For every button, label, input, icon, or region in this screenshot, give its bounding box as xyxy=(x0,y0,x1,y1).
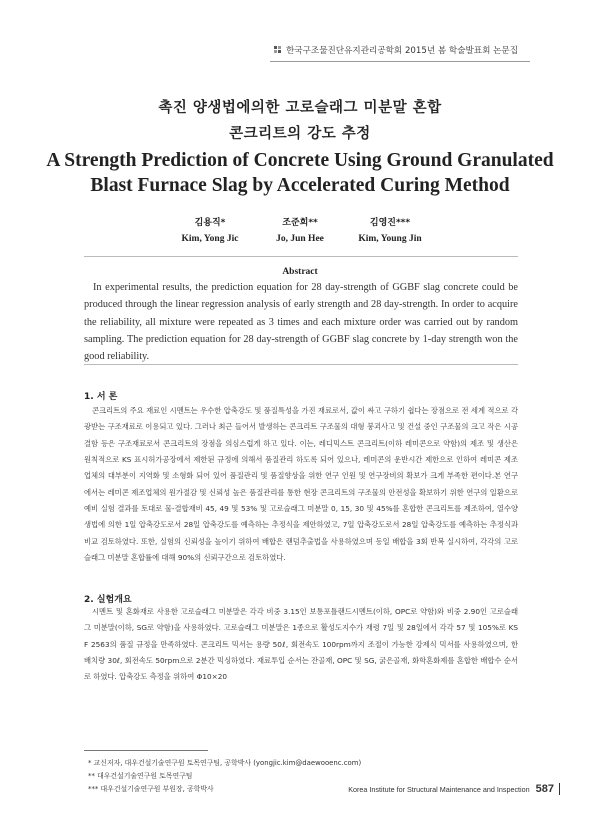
page-footer xyxy=(330,783,560,795)
journal-logo-icon xyxy=(274,46,283,55)
author-1-korean: 김용직* xyxy=(194,218,226,228)
abstract-divider xyxy=(84,364,518,365)
author-3-english: Kim, Young Jin xyxy=(358,234,422,244)
author-3-korean: 김영진*** xyxy=(369,218,411,228)
title-korean-line1: 촉진 양생법에의한 고로슬래그 미분말 혼합 xyxy=(158,100,442,116)
title-english-line2: Blast Furnace Slag by Accelerated Curing Method xyxy=(90,175,510,196)
title-english-line1: A Strength Prediction of Concrete Using Ground Granulated xyxy=(46,150,554,171)
title-korean-line2: 콘크리트의 강도 추정 xyxy=(229,126,371,142)
footnote-2: ** 대우건설기술연구원 토목연구팀 xyxy=(88,771,193,780)
footnote-3: *** 대우건설기술연구원 부원장, 공학박사 xyxy=(88,784,214,793)
footnote-divider xyxy=(84,750,208,751)
footer-institute: Korea Institute for Structural Maintenance and Inspection xyxy=(348,784,530,794)
author-2-korean: 조준희** xyxy=(282,218,318,228)
author-3 xyxy=(330,215,450,244)
abstract-text: In experimental results, the prediction equation for 28 day-strength of GGBF slag concrete could be produced through the linear regression analysis of early strength and 28 day-strength. In order to acquire the reliability, all mixture were repeated as 3 times and each mixture order was carried out by random sampling. The prediction equation for 28 day-strength of GGBF slag concrete by 1-day strength won the good reliability. xyxy=(84,282,518,363)
section-2-heading: 2. 실험개요 xyxy=(84,595,132,605)
footnote-1: * 교신저자, 대우건설기술연구원 토목연구팀, 공학박사 (yongjic.kim@daewooenc.com) xyxy=(88,759,362,767)
author-2-english: Jo, Jun Hee xyxy=(276,234,324,244)
header-divider xyxy=(270,61,530,62)
author-divider xyxy=(84,256,518,257)
abstract-body xyxy=(84,279,518,365)
page-number: 587 xyxy=(536,783,560,795)
section-1-body xyxy=(84,403,518,566)
section-1-heading: 1. 서 론 xyxy=(84,392,118,402)
journal-header xyxy=(274,44,519,56)
section-2-body xyxy=(84,604,518,686)
section-1-text: 콘크리트의 주요 재료인 시멘트는 우수한 압축강도 및 품질특성을 가진 재료로서, 값이 싸고 구하기 쉽다는 장점으로 전 세계 적으로 각광받는 구조재료로 이용되고 있다. 그러나 최근 들어서 발생하는 콘크리트 구조물의 대형 붕괴사고 및 건설 중인 구조물의 크고 작은 시공 결함 등은 구조재료로서 콘크리트의 장점을 의심스럽게 하고 있다. 이는, 레디믹스트 콘크리트(이하 레미콘으로 약함)의 제조 및 생산은 원칙적으로 KS 표시허가공장에서 제한된 규정에 의해서 품질관리 하도록 되어 있으나, 레미콘의 운반시간 제한으로 인하여 레미콘 제조업체의 대부분이 지역화 및 소형화 되어 있어 품질관리 및 품질향상을 위한 연구 인원 및 연구장비의 확보가 크게 부족한 편이다.본 연구에서는 레미콘 제조업체의 원가절감 및 신뢰성 높은 품질관리를 통한 현장 콘크리트의 구조물의 안전성을 확보하기 위한 연구의 일환으로 예비 실험 결과를 토대로 물-결합재비 45, 49 및 53% 및 고로슬래그 미분말 0, 15, 30 및 45%를 혼합한 콘크리트를 제조하여, 열수양생법에 의한 1일 압축강도로서 28일 압축강도를 예측하는 추정식을 제안하였고, 7일 압축강도로서 28일 압축강도를 예측하는 추정식과 비교 검토하였다. 또한, 실험의 신뢰성을 높이기 위하여 배합은 랜덤추출법을 사용하였으며 동일 배합을 3회 반복 실시하여, 각각의 고로슬래그 미분말 혼합률에 대해 90%의 신뢰구간으로 검토하였다. xyxy=(84,406,518,563)
author-list xyxy=(0,215,600,255)
abstract-heading: Abstract xyxy=(282,267,318,277)
section-2-text: 시멘트 및 혼화재로 사용한 고로슬래그 미분말은 각각 비중 3.15인 보통포틀랜드시멘트(이하, OPC로 약함)와 비중 2.90인 고로슬래그 미분말(이하, SG로 약함)을 사용하였다. 고로슬래그 미분말은 1종으로 활성도지수가 재령 7일 및 28일에서 각각 57 및 105%로 KS F 2563의 품질 규정을 만족하였다. 콘크리트 믹서는 용량 50ℓ, 회전속도 100rpm까지 조절이 가능한 강제식 믹서를 사용하였으며, 한 배치량 30ℓ, 회전속도 50rpm으로 2분간 믹싱하였다. 재료투입 순서는 잔골재, OPC 및 SG, 굵은골재, 화학혼화제를 혼합한 배합수 순서로 하였다. 압축강도 측정을 위하여 Φ10×20 xyxy=(84,607,518,682)
journal-name: 한국구조물진단유지관리공학회 2015년 봄 학술발표회 논문집 xyxy=(286,46,519,56)
author-1-english: Kim, Yong Jic xyxy=(181,234,239,244)
